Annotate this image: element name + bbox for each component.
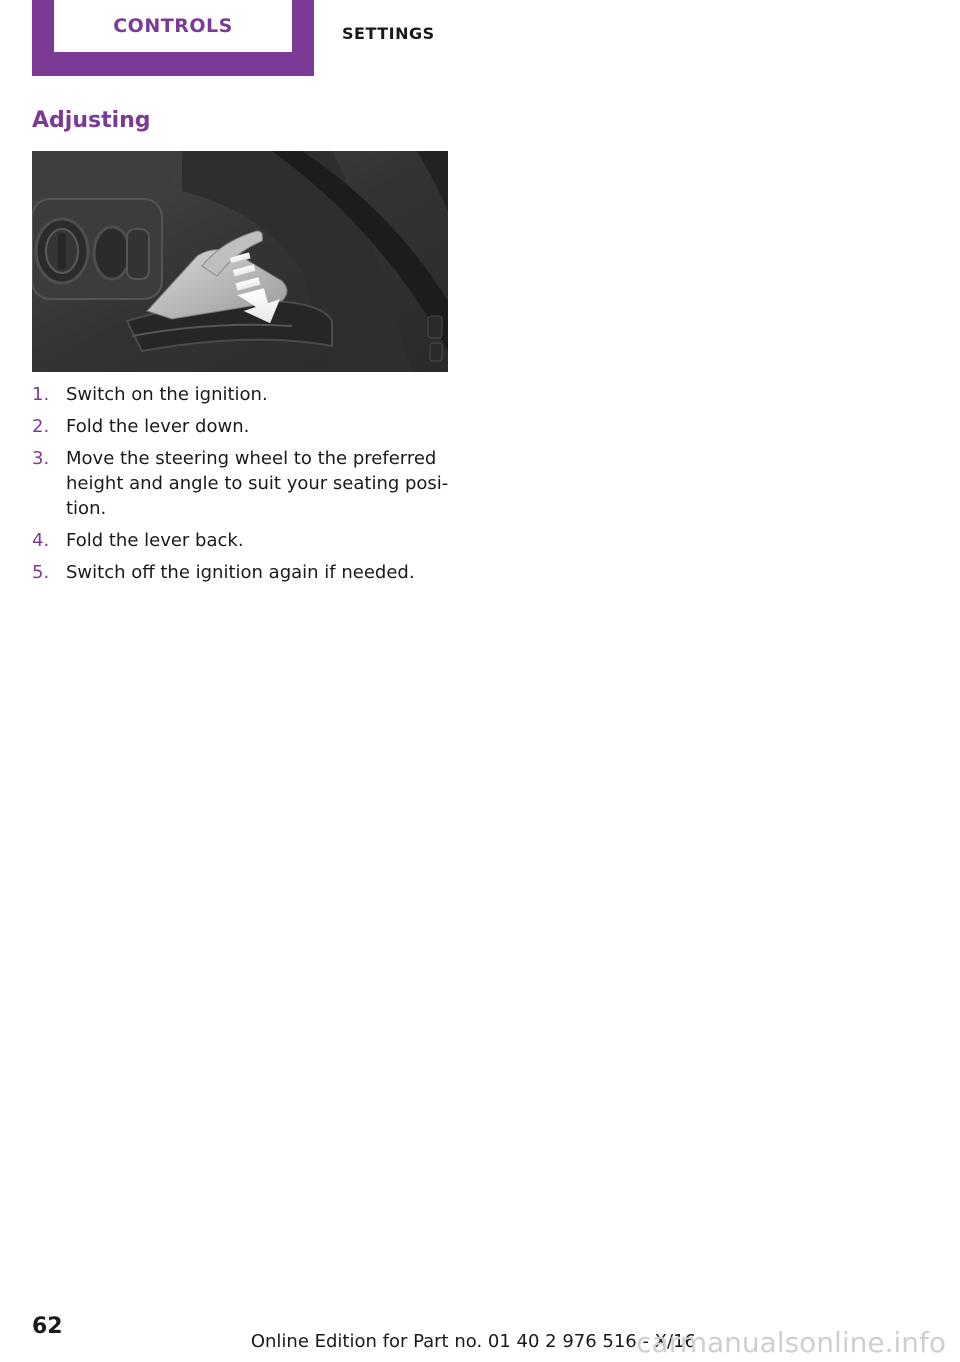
page-number: 62 [32,1314,63,1339]
steps-list [32,382,452,592]
step-number: 3. [32,448,50,469]
step-number: 5. [32,562,50,583]
step-text: Switch on the ignition. [66,384,268,405]
section-heading: Adjusting [32,108,151,133]
step-number: 2. [32,416,50,437]
step-number: 1. [32,384,50,405]
step-number: 4. [32,530,50,551]
header-tab-settings[interactable]: SETTINGS [342,24,435,43]
watermark: carmanualsonline.info [636,1326,946,1359]
step-text: Fold the lever back. [66,530,244,551]
list-item [32,382,452,407]
footer-edition: Online Edition for Part no. 01 40 2 976 516 - X/16 [250,1331,696,1352]
step-text: Fold the lever down. [66,416,250,437]
step-text: Move the steering wheel to the preferred height and angle to suit your seating posi‐ tion. [66,448,449,519]
step-text: Switch off the ignition again if needed. [66,562,415,583]
list-item [32,446,452,521]
header-tab-controls[interactable] [32,0,314,76]
list-item [32,414,452,439]
list-item [32,528,452,553]
list-item [32,560,452,585]
steering-column-lever-illustration [32,151,448,372]
header-tab-controls-label: CONTROLS [54,0,292,52]
